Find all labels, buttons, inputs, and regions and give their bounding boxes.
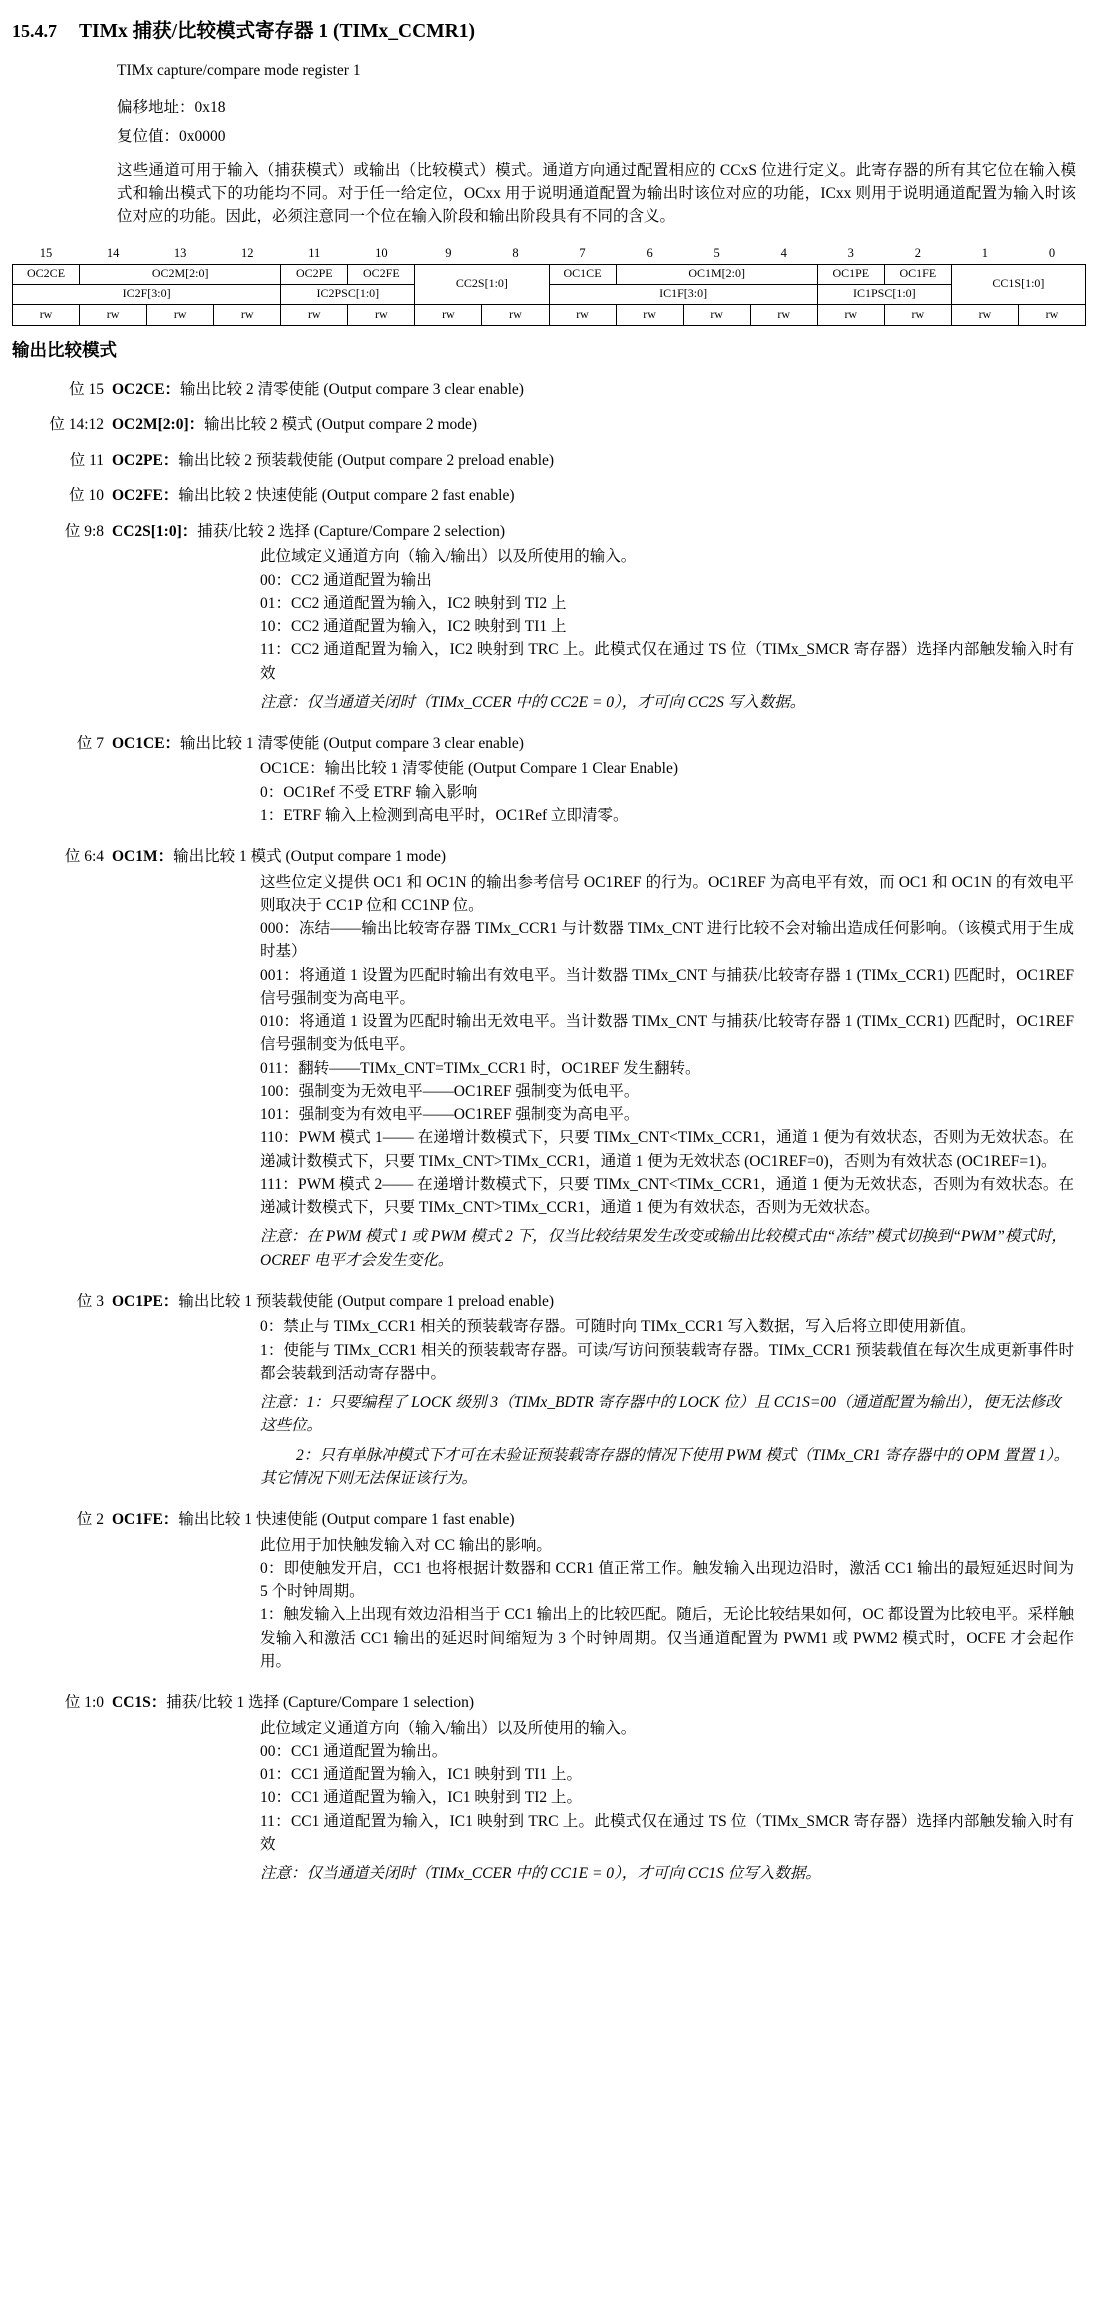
note-label: 2：	[296, 1446, 320, 1464]
field-cc2s: CC2S[1:0]	[415, 264, 549, 304]
bit-number: 8	[512, 246, 519, 261]
bit-detail-line: 1：使能与 TIMx_CCR1 相关的预装载寄存器。可读/写访问预装载寄存器。TIMx_CCR1 预装载值在每次生成更新事件时都会装载到活动寄存器中。	[260, 1341, 1074, 1382]
bit-detail-line: 10：CC2 通道配置为输入，IC2 映射到 TI1 上	[260, 618, 567, 636]
section-title: TIMx 捕获/比较模式寄存器 1 (TIMx_CCMR1)	[79, 21, 475, 42]
bit-name: CC1S：	[112, 1694, 167, 1712]
bit-number: 14	[106, 246, 120, 261]
bit-detail-line: 011：翻转——TIMx_CNT=TIMx_CCR1 时，OC1REF 发生翻转。	[260, 1059, 701, 1077]
access-cell: rw	[281, 304, 348, 325]
note-text: 只要编程了 LOCK 级别 3（TIMx_BDTR 寄存器中的 LOCK 位）且 CC1S=00（通道配置为输出），便无法修改这些位。	[260, 1394, 1061, 1435]
register-subtitle: TIMx capture/compare mode register 1	[117, 62, 361, 80]
bit-detail-line: 此位用于加快触发输入对 CC 输出的影响。	[260, 1536, 552, 1554]
bit-description-14-12	[12, 414, 1086, 436]
section-body	[117, 60, 1086, 228]
bit-number: 13	[173, 246, 187, 261]
access-cell: rw	[214, 304, 281, 325]
access-row	[13, 304, 1086, 325]
bit-name: OC1M：	[112, 848, 174, 866]
bit-description-3	[12, 1291, 1086, 1490]
bit-detail-line: 此位域定义通道方向（输入/输出）以及所使用的输入。	[260, 1719, 637, 1737]
bit-detail-line: 11：CC2 通道配置为输入，IC2 映射到 TRC 上。此模式仅在通过 TS 位（TIMx_SMCR 寄存器）选择内部触发输入时有效	[260, 641, 1074, 682]
access-cell: rw	[616, 304, 683, 325]
bit-note: 注意：仅当通道关闭时（TIMx_CCER 中的 CC2E = 0），才可向 CC2S 写入数据。	[260, 693, 806, 711]
output-mode-row	[13, 264, 1086, 284]
bit-number: 2	[914, 246, 921, 261]
bit-position: 位 15	[69, 380, 104, 398]
access-cell: rw	[147, 304, 214, 325]
bit-position: 位 7	[76, 735, 104, 753]
field-oc2pe: OC2PE	[281, 264, 348, 284]
bit-number: 12	[240, 246, 254, 261]
bit-detail-line: 001：将通道 1 设置为匹配时输出有效电平。当计数器 TIMx_CNT 与捕获/比较寄存器 1 (TIMx_CCR1) 匹配时，OC1REF 信号强制变为高电平。	[260, 966, 1074, 1007]
access-cell: rw	[13, 304, 80, 325]
bit-detail-line: 00：CC1 通道配置为输出。	[260, 1742, 448, 1760]
bit-field-table	[12, 244, 1086, 325]
bit-summary: 输出比较 1 清零使能 (Output compare 3 clear enable)	[180, 735, 524, 753]
field-ic2f: IC2F[3:0]	[13, 284, 281, 304]
bit-summary: 输出比较 1 快速使能 (Output compare 1 fast enable)	[178, 1511, 515, 1529]
bit-name: CC2S[1:0]：	[112, 522, 198, 540]
bit-number: 6	[646, 246, 653, 261]
bit-position: 位 9:8	[64, 522, 104, 540]
bit-name: OC2CE：	[112, 380, 181, 398]
field-oc1fe: OC1FE	[884, 264, 951, 284]
field-ic2psc: IC2PSC[1:0]	[281, 284, 415, 304]
bit-detail-line: 1：触发输入上出现有效边沿相当于 CC1 输出上的比较匹配。随后，无论比较结果如何，OC 都设置为比较电平。采样触发输入和激活 CC1 输出的延迟时间缩短为 3 个时钟周期。仅当通道配置为 PWM1 或 PWM2 模式时，OCFE 才会起作用。	[260, 1606, 1074, 1670]
output-compare-mode-heading: 输出比较模式	[12, 339, 117, 360]
bit-detail-line: 10：CC1 通道配置为输入，IC1 映射到 TI2 上。	[260, 1789, 583, 1807]
field-ic1psc: IC1PSC[1:0]	[817, 284, 951, 304]
bit-position: 位 2	[76, 1511, 104, 1529]
field-oc2fe: OC2FE	[348, 264, 415, 284]
bit-number: 5	[713, 246, 720, 261]
bit-name: OC2FE：	[112, 487, 179, 505]
access-cell: rw	[549, 304, 616, 325]
bit-detail-line: OC1CE：输出比较 1 清零使能 (Output Compare 1 Clear Enable)	[260, 760, 679, 778]
access-cell: rw	[884, 304, 951, 325]
bit-summary: 输出比较 2 清零使能 (Output compare 3 clear enable)	[180, 380, 524, 398]
bit-name: OC1CE：	[112, 735, 181, 753]
bit-position: 位 10	[69, 487, 104, 505]
bit-detail-line: 100：强制变为无效电平——OC1REF 强制变为低电平。	[260, 1082, 640, 1100]
bit-name: OC1FE：	[112, 1511, 179, 1529]
bit-note-2	[260, 1444, 1074, 1491]
field-cc1s: CC1S[1:0]	[951, 264, 1085, 304]
note-label: 注意：1：	[260, 1394, 330, 1412]
bit-note-1	[260, 1391, 1074, 1438]
access-cell: rw	[415, 304, 482, 325]
bit-number: 3	[847, 246, 854, 261]
field-ic1f: IC1F[3:0]	[549, 284, 817, 304]
bit-number-row	[13, 244, 1086, 264]
access-cell: rw	[348, 304, 415, 325]
bit-name: OC2M[2:0]：	[112, 416, 205, 434]
bit-detail-line: 11：CC1 通道配置为输入，IC1 映射到 TRC 上。此模式仅在通过 TS 位（TIMx_SMCR 寄存器）选择内部触发输入时有效	[260, 1812, 1074, 1853]
bit-detail-line: 此位域定义通道方向（输入/输出）以及所使用的输入。	[260, 548, 637, 566]
access-cell: rw	[482, 304, 549, 325]
bit-position: 位 6:4	[64, 848, 104, 866]
bit-detail-line: 01：CC2 通道配置为输入，IC2 映射到 TI2 上	[260, 594, 567, 612]
bit-detail-line: 000：冻结——输出比较寄存器 TIMx_CCR1 与计数器 TIMx_CNT 进行比较不会对输出造成任何影响。（该模式用于生成时基）	[260, 920, 1074, 961]
bit-position: 位 3	[76, 1292, 104, 1310]
bit-position: 位 14:12	[49, 416, 104, 434]
access-cell: rw	[1018, 304, 1085, 325]
bit-number: 15	[39, 246, 53, 261]
bit-detail-line: 这些位定义提供 OC1 和 OC1N 的输出参考信号 OC1REF 的行为。OC1REF 为高电平有效，而 OC1 和 OC1N 的有效电平则取决于 CC1P 位和 CC1NP 位。	[260, 873, 1074, 914]
bit-number: 11	[308, 246, 321, 261]
bit-detail-line: 0：禁止与 TIMx_CCR1 相关的预装载寄存器。可随时向 TIMx_CCR1 写入数据，写入后将立即使用新值。	[260, 1318, 976, 1336]
bit-summary: 输出比较 2 预装载使能 (Output compare 2 preload enable)	[178, 451, 555, 469]
bit-position: 位 1:0	[64, 1694, 104, 1712]
bit-name: OC2PE：	[112, 451, 179, 469]
bit-summary: 捕获/比较 1 选择 (Capture/Compare 1 selection)	[166, 1694, 475, 1712]
access-cell: rw	[80, 304, 147, 325]
bit-summary: 输出比较 2 快速使能 (Output compare 2 fast enable)	[178, 487, 515, 505]
bit-number: 1	[981, 246, 989, 261]
bit-description-7	[12, 733, 1086, 827]
bit-number: 4	[780, 246, 787, 261]
bit-summary: 捕获/比较 2 选择 (Capture/Compare 2 selection)	[197, 522, 506, 540]
bit-detail-line: 110：PWM 模式 1—— 在递增计数模式下，只要 TIMx_CNT<TIMx_CCR1，通道 1 便为有效状态，否则为无效状态。在递减计数模式下，只要 TIMx_CNT>TIMx_CCR1，通道 1 便为无效状态 (OC1REF=0)，否则为有效状态 (OC1REF=1)。	[260, 1129, 1074, 1170]
bit-position: 位 11	[69, 451, 104, 469]
bit-note: 注意：仅当通道关闭时（TIMx_CCER 中的 CC1E = 0），才可向 CC1S 位写入数据。	[260, 1865, 821, 1883]
bit-description-9-8	[12, 521, 1086, 714]
field-oc1pe: OC1PE	[817, 264, 884, 284]
bit-detail-line: 101：强制变为有效电平——OC1REF 强制变为高电平。	[260, 1106, 640, 1124]
bit-name: OC1PE：	[112, 1292, 179, 1310]
field-oc1ce: OC1CE	[549, 264, 616, 284]
bit-description-15	[12, 379, 1086, 401]
bit-description-6-4	[12, 846, 1086, 1272]
reset-value: 复位值：0x0000	[117, 128, 226, 146]
bit-description-2	[12, 1509, 1086, 1673]
access-cell: rw	[951, 304, 1018, 325]
bit-number: 7	[579, 246, 586, 261]
bit-summary: 输出比较 1 模式 (Output compare 1 mode)	[173, 848, 447, 866]
bit-detail-line: 0：OC1Ref 不受 ETRF 输入影响	[260, 783, 478, 801]
bit-number: 10	[375, 246, 388, 261]
bit-note: 注意：在 PWM 模式 1 或 PWM 模式 2 下，仅当比较结果发生改变或输出比较模式由“冻结”模式切换到“PWM”模式时，OCREF 电平才会发生变化。	[260, 1228, 1067, 1269]
field-oc2ce: OC2CE	[13, 264, 80, 284]
bit-detail-line: 111：PWM 模式 2—— 在递增计数模式下，只要 TIMx_CNT<TIMx_CCR1，通道 1 便为无效状态，否则为有效状态。在递减计数模式下，只要 TIMx_CNT>TIMx_CCR1，通道 1 便为有效状态，否则为无效状态。	[260, 1175, 1074, 1217]
bit-description-1-0	[12, 1692, 1086, 1885]
bit-detail-line: 01：CC1 通道配置为输入，IC1 映射到 TI1 上。	[260, 1766, 583, 1784]
offset-address: 偏移地址：0x18	[117, 98, 226, 116]
field-oc2m: OC2M[2:0]	[80, 264, 281, 284]
bit-number: 0	[1048, 246, 1056, 261]
bit-detail-line: 1：ETRF 输入上检测到高电平时，OC1Ref 立即清零。	[260, 806, 629, 824]
bit-summary: 输出比较 1 预装载使能 (Output compare 1 preload enable)	[178, 1292, 555, 1310]
bit-detail-line: 0：即使触发开启，CC1 也将根据计数器和 CCR1 值正常工作。触发输入出现边沿时，激活 CC1 输出的最短延迟时间为 5 个时钟周期。	[260, 1559, 1074, 1601]
bit-description-10	[12, 485, 1086, 507]
access-cell: rw	[750, 304, 817, 325]
access-cell: rw	[817, 304, 884, 325]
bit-summary: 输出比较 2 模式 (Output compare 2 mode)	[204, 416, 478, 434]
access-cell: rw	[683, 304, 750, 325]
bit-detail-line: 00：CC2 通道配置为输出	[260, 571, 432, 589]
bit-detail-line: 010：将通道 1 设置为匹配时输出无效电平。当计数器 TIMx_CNT 与捕获/比较寄存器 1 (TIMx_CCR1) 匹配时，OC1REF 信号强制变为低电平。	[260, 1013, 1074, 1054]
note-text: 只有单脉冲模式下才可在未验证预装载寄存器的情况下使用 PWM 模式（TIMx_CR1 寄存器中的 OPM 置置 1）。其它情况下则无法保证该行为。	[260, 1446, 1070, 1487]
bit-number: 9	[445, 246, 452, 261]
section-number: 15.4.7	[12, 21, 57, 41]
bit-description-11	[12, 450, 1086, 472]
field-oc1m: OC1M[2:0]	[616, 264, 817, 284]
section-heading	[12, 18, 1086, 46]
input-mode-row	[13, 284, 1086, 304]
intro-paragraph: 这些通道可用于输入（捕获模式）或输出（比较模式）模式。通道方向通过配置相应的 CCxS 位进行定义。此寄存器的所有其它位在输入模式和输出模式下的功能均不同。对于任一给定位，OCxx 用于说明通道配置为输出时该位对应的功能，ICxx 则用于说明通道配置为输入时该位对应的功能。因此，必须注意同一个位在输入阶段和输出阶段具有不同的含义。	[117, 161, 1076, 226]
